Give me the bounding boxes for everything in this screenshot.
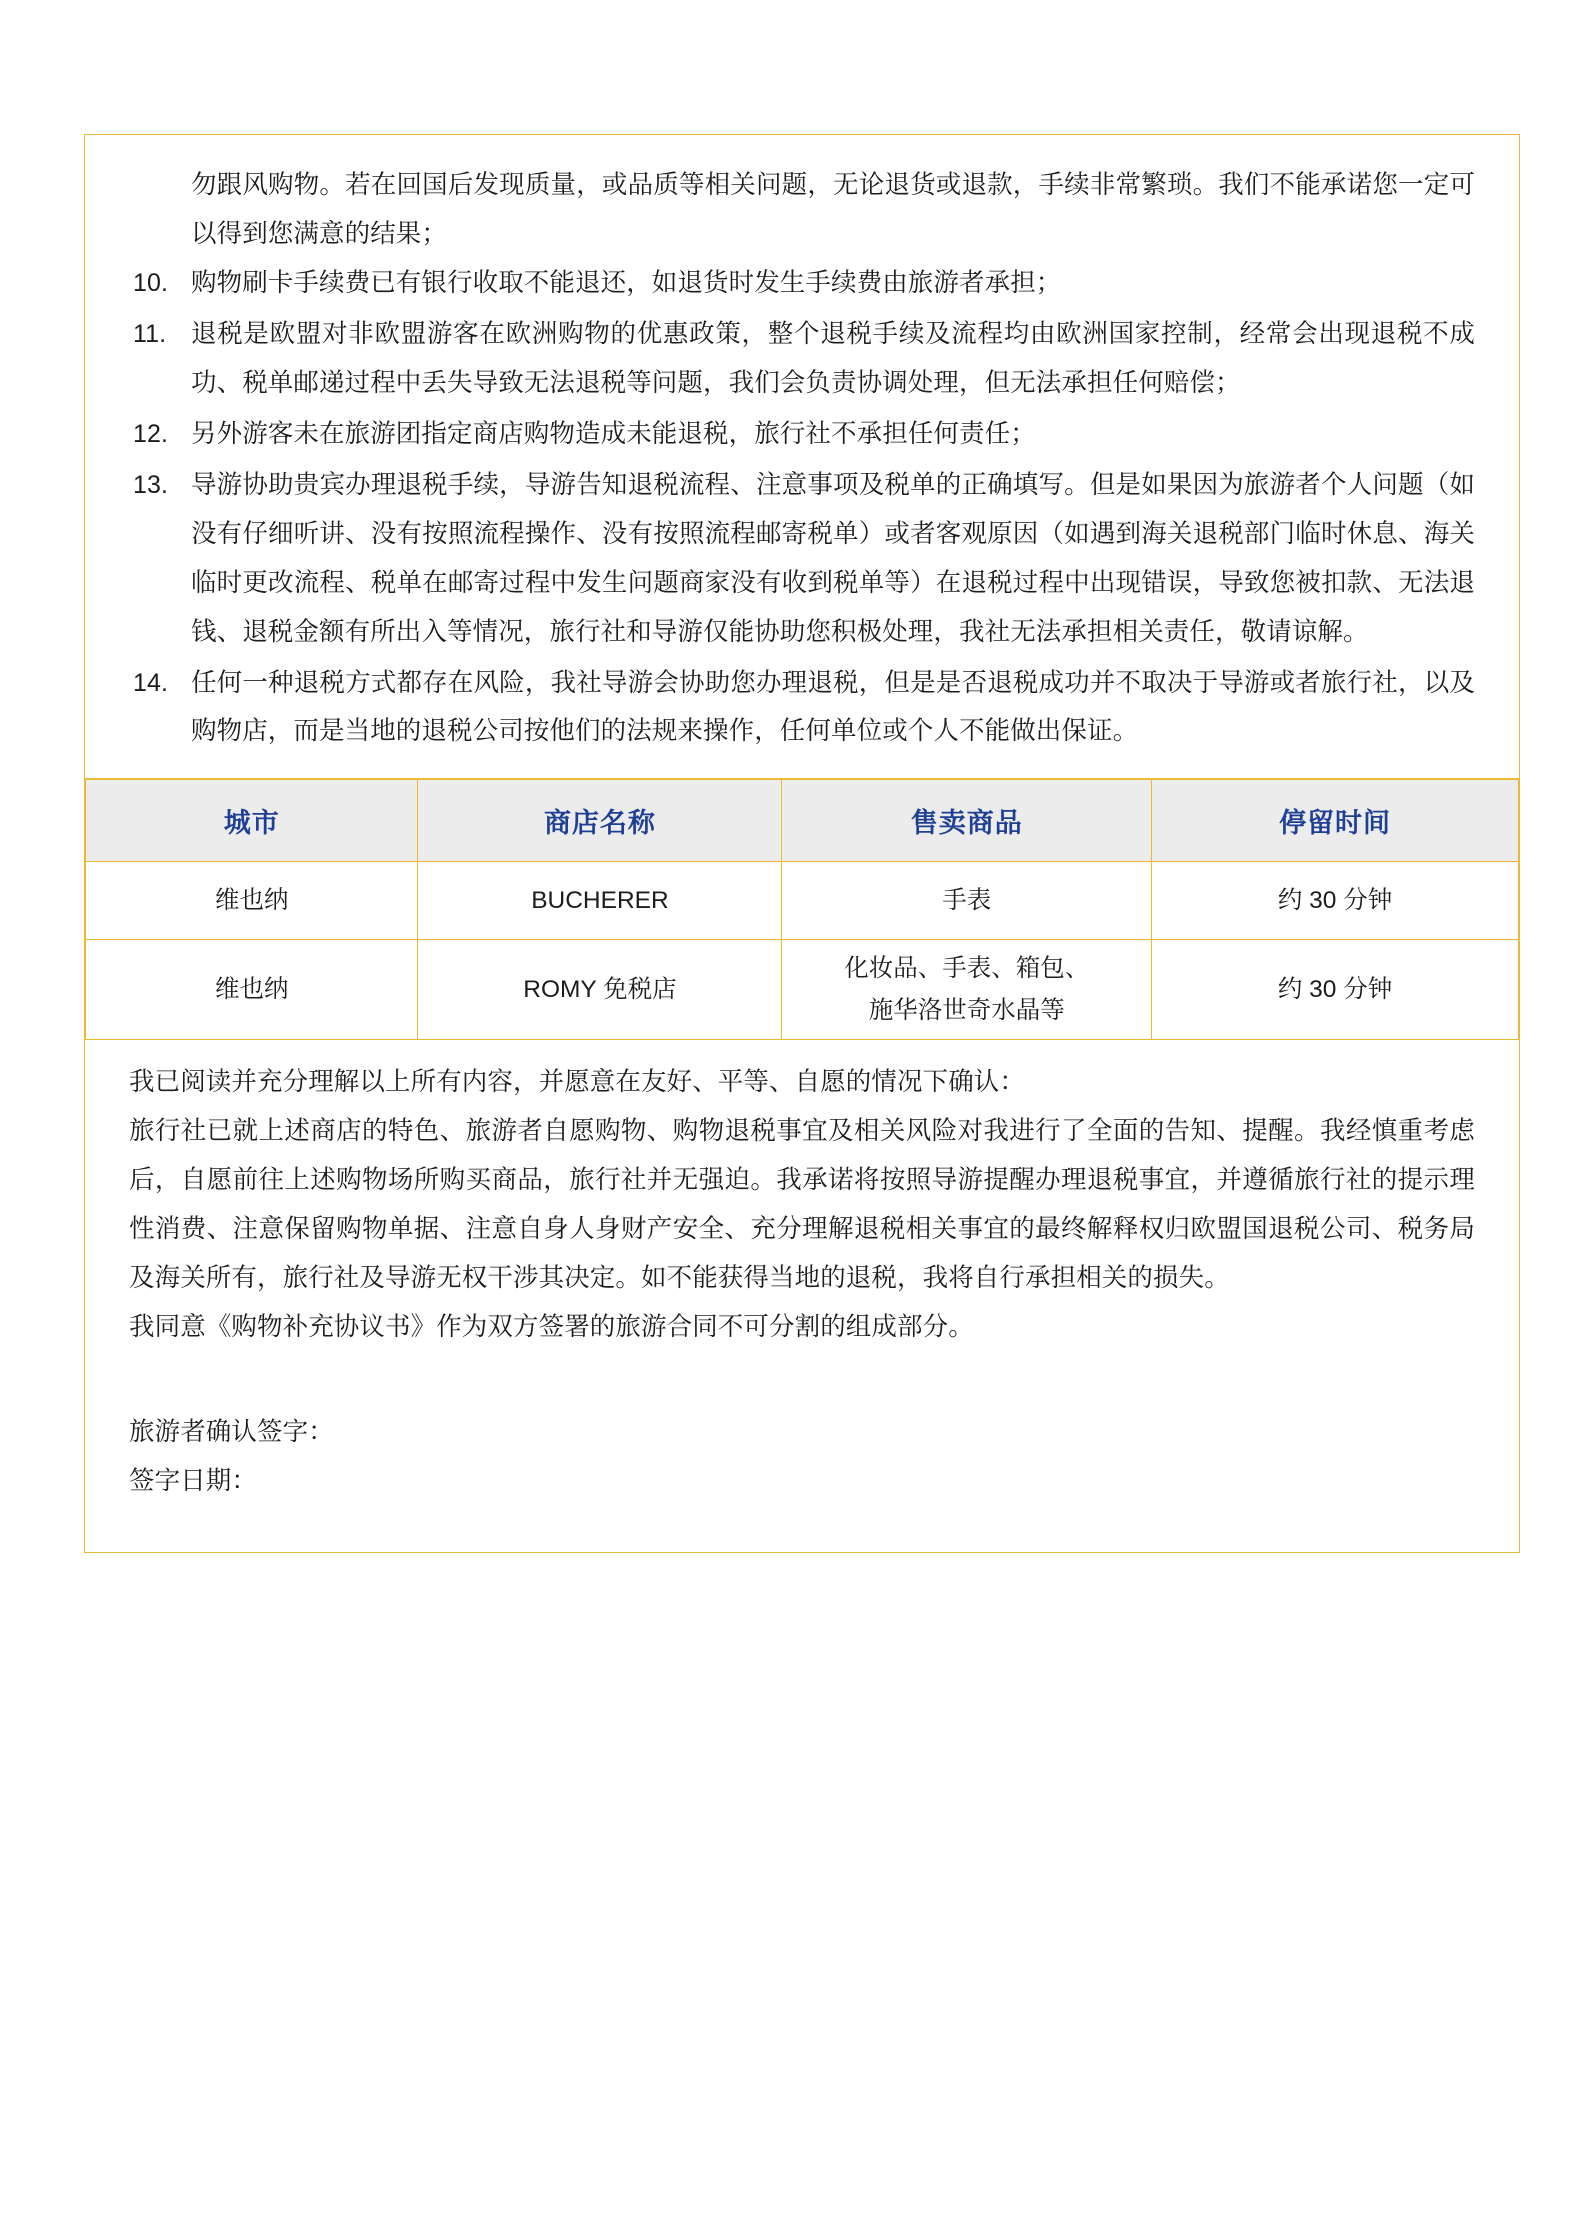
- clause-item-14: [129, 659, 1475, 757]
- confirmation-intro: 我已阅读并充分理解以上所有内容，并愿意在友好、平等、自愿的情况下确认：: [129, 1068, 1026, 1097]
- goods-line: 施华洛世奇水晶等: [868, 996, 1065, 1024]
- goods-line-group: [790, 880, 1143, 922]
- table-row: [86, 862, 1519, 940]
- table-header-shop: 商店名称: [418, 780, 782, 862]
- cell-goods: [782, 940, 1152, 1040]
- table-header-goods: 售卖商品: [782, 780, 1152, 862]
- clause-number-12: 12.: [133, 419, 169, 448]
- clause-text-11: 退税是欧盟对非欧盟游客在欧洲购物的优惠政策，整个退税手续及流程均由欧洲国家控制，经常会出现退税不成功、税单邮递过程中丢失导致无法退税等问题，我们会负责协调处理，但无法承担任何赔偿；: [191, 319, 1475, 397]
- cell-duration: 约 30 分钟: [1152, 862, 1519, 940]
- clause-list: [129, 259, 1475, 757]
- clause-text-12: 另外游客未在旅游团指定商店购物造成未能退税，旅行社不承担任何责任；: [191, 419, 1036, 448]
- signature-spacer: [129, 1352, 1475, 1408]
- clause-item-13: [129, 461, 1475, 657]
- signature-date-label[interactable]: 签字日期：: [129, 1467, 258, 1496]
- goods-line-group: [790, 948, 1143, 1032]
- confirmation-agreement: 我同意《购物补充协议书》作为双方签署的旅游合同不可分割的组成部分。: [129, 1313, 974, 1342]
- clause-item-10: [129, 259, 1475, 308]
- clause-text-14: 任何一种退税方式都存在风险，我社导游会协助您办理退税，但是是否退税成功并不取决于导游或者旅行社，以及购物店，而是当地的退税公司按他们的法规来操作，任何单位或个人不能做出保证。: [191, 668, 1475, 746]
- table-header-row: [86, 780, 1519, 862]
- clause-number-14: 14.: [133, 668, 169, 697]
- table-header-duration: 停留时间: [1152, 780, 1519, 862]
- shop-table-section: [85, 778, 1519, 1040]
- clause-number-13: 13.: [133, 470, 169, 499]
- clause-continued-text: 勿跟风购物。若在回国后发现质量，或品质等相关问题，无论退货或退款，手续非常繁琐。我们不能承诺您一定可以得到您满意的结果；: [191, 171, 1475, 248]
- cell-shop: ROMY 免税店: [418, 940, 782, 1040]
- clause-number-10: 10.: [133, 268, 169, 297]
- confirmation-body: 旅行社已就上述商店的特色、旅游者自愿购物、购物退税事宜及相关风险对我进行了全面的告知、提醒。我经慎重考虑后，自愿前往上述购物场所购买商品，旅行社并无强迫。我承诺将按照导游提醒办理退税事宜，并遵循旅行社的提示理性消费、注意保留购物单据、注意自身人身财产安全、充分理解退税相关事宜的最终解释权归欧盟国退税公司、税务局及海关所有，旅行社及导游无权干涉其决定。如不能获得当地的退税，我将自行承担相关的损失。: [129, 1117, 1475, 1293]
- cell-city: 维也纳: [86, 862, 418, 940]
- shop-table: [85, 779, 1519, 1040]
- goods-line: 化妆品、手表、箱包、: [844, 954, 1090, 982]
- goods-line: 手表: [942, 886, 992, 914]
- clause-item-12: [129, 410, 1475, 459]
- table-row: [86, 940, 1519, 1040]
- table-header-city: 城市: [86, 780, 418, 862]
- cell-goods: [782, 862, 1152, 940]
- cell-duration: 约 30 分钟: [1152, 940, 1519, 1040]
- agreement-frame: [84, 134, 1520, 1553]
- cell-city: 维也纳: [86, 940, 418, 1040]
- clauses-section: [85, 135, 1519, 762]
- signature-label[interactable]: 旅游者确认签字：: [129, 1418, 334, 1447]
- clause-text-10: 购物刷卡手续费已有银行收取不能退还，如退货时发生手续费由旅游者承担；: [191, 268, 1062, 297]
- confirmation-section: [85, 1040, 1519, 1552]
- clause-item-11: [129, 310, 1475, 408]
- clause-number-11: 11.: [133, 319, 167, 348]
- cell-shop: BUCHERER: [418, 862, 782, 940]
- clause-text-13: 导游协助贵宾办理退税手续，导游告知退税流程、注意事项及税单的正确填写。但是如果因为旅游者个人问题（如没有仔细听讲、没有按照流程操作、没有按照流程邮寄税单）或者客观原因（如遇到海关退税部门临时休息、海关临时更改流程、税单在邮寄过程中发生问题商家没有收到税单等）在退税过程中出现错误，导致您被扣款、无法退钱、退税金额有所出入等情况，旅行社和导游仅能协助您积极处理，我社无法承担相关责任，敬请谅解。: [191, 470, 1475, 646]
